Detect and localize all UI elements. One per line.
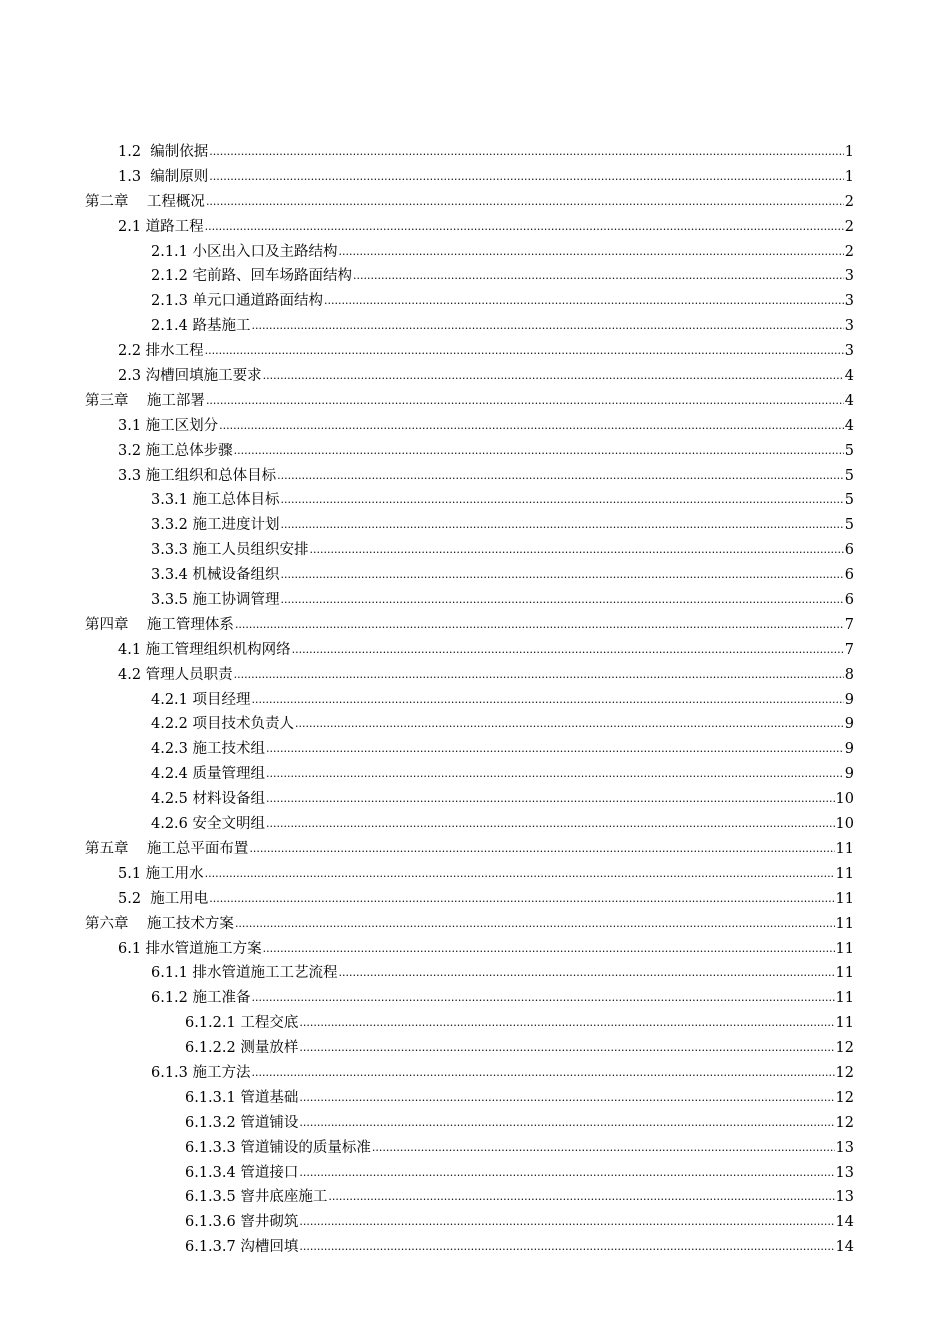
toc-entry[interactable] bbox=[0, 986, 950, 1011]
toc-entry-page-number: 3 bbox=[844, 268, 854, 285]
toc-dot-leader bbox=[324, 289, 844, 314]
toc-entry-page-number: 10 bbox=[835, 791, 854, 808]
toc-dot-leader bbox=[310, 538, 844, 563]
toc-entry-title: 第四章 施工管理体系 bbox=[85, 616, 234, 633]
toc-entry[interactable] bbox=[0, 1185, 950, 1210]
toc-entry-page-number: 7 bbox=[844, 641, 854, 658]
toc-dot-leader bbox=[281, 488, 844, 513]
toc-entry[interactable] bbox=[0, 1086, 950, 1111]
toc-entry-page-number: 8 bbox=[844, 666, 854, 683]
toc-dot-leader bbox=[277, 464, 844, 489]
toc-dot-leader bbox=[281, 588, 844, 613]
toc-entry-title: 6.1.2 施工准备 bbox=[151, 990, 251, 1007]
toc-entry-title: 6.1.2.2 测量放样 bbox=[185, 1040, 299, 1057]
toc-entry-page-number: 11 bbox=[835, 990, 854, 1007]
toc-entry-page-number: 2 bbox=[844, 218, 854, 235]
toc-entry-title: 4.2 管理人员职责 bbox=[118, 666, 233, 683]
toc-entry[interactable] bbox=[0, 264, 950, 289]
toc-entry-title: 5.2 施工用电 bbox=[118, 890, 209, 907]
toc-dot-leader bbox=[205, 215, 844, 240]
toc-entry[interactable] bbox=[0, 563, 950, 588]
toc-dot-leader bbox=[339, 961, 835, 986]
toc-entry[interactable] bbox=[0, 339, 950, 364]
toc-dot-leader bbox=[235, 912, 835, 937]
toc-entry-title: 4.2.5 材料设备组 bbox=[151, 791, 266, 808]
toc-entry-title: 6.1.3.1 管道基础 bbox=[185, 1089, 299, 1106]
toc-entry-title: 6.1.3.7 沟槽回填 bbox=[185, 1239, 299, 1256]
toc-entry[interactable] bbox=[0, 912, 950, 937]
toc-entry-title: 6.1.3.5 窨井底座施工 bbox=[185, 1189, 328, 1206]
toc-entry-page-number: 13 bbox=[835, 1164, 854, 1181]
toc-entry[interactable] bbox=[0, 712, 950, 737]
toc-entry-page-number: 11 bbox=[835, 890, 854, 907]
toc-entry[interactable] bbox=[0, 464, 950, 489]
toc-entry[interactable] bbox=[0, 961, 950, 986]
toc-dot-leader bbox=[266, 787, 835, 812]
toc-entry-page-number: 12 bbox=[835, 1040, 854, 1057]
toc-entry-title: 2.3 沟槽回填施工要求 bbox=[118, 368, 262, 385]
toc-entry-title: 4.2.3 施工技术组 bbox=[151, 741, 266, 758]
toc-dot-leader bbox=[234, 663, 844, 688]
toc-entry-page-number: 5 bbox=[844, 467, 854, 484]
toc-dot-leader bbox=[206, 389, 844, 414]
toc-dot-leader bbox=[281, 563, 844, 588]
toc-dot-leader bbox=[299, 1235, 834, 1260]
toc-entry-title: 3.2 施工总体步骤 bbox=[118, 442, 233, 459]
toc-entry[interactable] bbox=[0, 389, 950, 414]
toc-entry-page-number: 5 bbox=[844, 492, 854, 509]
toc-dot-leader bbox=[299, 1161, 834, 1186]
toc-entry-page-number: 6 bbox=[844, 567, 854, 584]
toc-dot-leader bbox=[266, 762, 844, 787]
toc-entry-page-number: 11 bbox=[835, 865, 854, 882]
toc-entry[interactable] bbox=[0, 837, 950, 862]
toc-dot-leader bbox=[252, 314, 844, 339]
toc-entry-title: 6.1.3.3 管道铺设的质量标准 bbox=[185, 1139, 371, 1156]
toc-entry[interactable] bbox=[0, 513, 950, 538]
toc-entry-page-number: 9 bbox=[844, 741, 854, 758]
toc-dot-leader bbox=[219, 414, 844, 439]
toc-entry-page-number: 6 bbox=[844, 542, 854, 559]
toc-entry-title: 5.1 施工用水 bbox=[118, 865, 204, 882]
toc-entry-title: 6.1.3.6 窨井砌筑 bbox=[185, 1214, 299, 1231]
toc-entry-title: 2.1.4 路基施工 bbox=[151, 318, 251, 335]
toc-entry-page-number: 14 bbox=[835, 1239, 854, 1256]
toc-dot-leader bbox=[235, 613, 844, 638]
toc-entry[interactable] bbox=[0, 1235, 950, 1260]
toc-entry-title: 3.3.5 施工协调管理 bbox=[151, 592, 280, 609]
toc-entry-title: 3.3.3 施工人员组织安排 bbox=[151, 542, 309, 559]
toc-entry[interactable] bbox=[0, 737, 950, 762]
toc-entry-title: 6.1.2.1 工程交底 bbox=[185, 1015, 299, 1032]
toc-entry-page-number: 9 bbox=[844, 691, 854, 708]
toc-entry[interactable] bbox=[0, 240, 950, 265]
toc-entry-title: 1.3 编制原则 bbox=[118, 168, 209, 185]
toc-entry-page-number: 12 bbox=[835, 1064, 854, 1081]
toc-entry-title: 2.2 排水工程 bbox=[118, 343, 204, 360]
toc-dot-leader bbox=[263, 937, 835, 962]
toc-dot-leader bbox=[299, 1210, 834, 1235]
toc-entry-title: 4.2.1 项目经理 bbox=[151, 691, 251, 708]
toc-entry-title: 4.2.6 安全文明组 bbox=[151, 816, 266, 833]
toc-entry-title: 3.3.4 机械设备组织 bbox=[151, 567, 280, 584]
toc-entry-title: 6.1 排水管道施工方案 bbox=[118, 940, 262, 957]
toc-entry[interactable] bbox=[0, 613, 950, 638]
toc-entry[interactable] bbox=[0, 1210, 950, 1235]
toc-entry-page-number: 11 bbox=[835, 1015, 854, 1032]
toc-entry-title: 4.1 施工管理组织机构网络 bbox=[118, 641, 291, 658]
toc-entry-page-number: 11 bbox=[835, 965, 854, 982]
toc-entry-page-number: 11 bbox=[835, 915, 854, 932]
toc-entry-page-number: 1 bbox=[844, 144, 854, 160]
toc-entry-page-number: 9 bbox=[844, 716, 854, 733]
toc-entry[interactable] bbox=[0, 588, 950, 613]
toc-dot-leader bbox=[281, 513, 844, 538]
toc-entry[interactable] bbox=[0, 887, 950, 912]
toc-dot-leader bbox=[209, 140, 843, 165]
toc-entry-title: 2.1.3 单元口通道路面结构 bbox=[151, 293, 324, 310]
toc-entry-page-number: 3 bbox=[844, 293, 854, 310]
toc-entry-title: 3.3 施工组织和总体目标 bbox=[118, 467, 277, 484]
toc-entry[interactable] bbox=[0, 488, 950, 513]
toc-entry-page-number: 4 bbox=[844, 368, 854, 385]
toc-entry-page-number: 2 bbox=[844, 243, 854, 260]
toc-entry[interactable] bbox=[0, 937, 950, 962]
toc-entry-page-number: 4 bbox=[844, 392, 854, 409]
toc-entry[interactable] bbox=[0, 1161, 950, 1186]
toc-entry[interactable] bbox=[0, 190, 950, 215]
toc-entry-page-number: 7 bbox=[844, 616, 854, 633]
table-of-contents bbox=[0, 140, 950, 1260]
toc-entry-page-number: 1 bbox=[844, 168, 854, 185]
toc-entry[interactable] bbox=[0, 1011, 950, 1036]
toc-dot-leader bbox=[299, 1086, 834, 1111]
toc-entry-page-number: 2 bbox=[844, 193, 854, 210]
toc-dot-leader bbox=[295, 712, 844, 737]
toc-entry-page-number: 14 bbox=[835, 1214, 854, 1231]
toc-dot-leader bbox=[234, 439, 844, 464]
toc-dot-leader bbox=[263, 364, 844, 389]
toc-entry-title: 4.2.4 质量管理组 bbox=[151, 766, 266, 783]
toc-dot-leader bbox=[209, 165, 843, 190]
toc-entry[interactable] bbox=[0, 812, 950, 837]
toc-entry-page-number: 10 bbox=[835, 816, 854, 833]
toc-entry-title: 3.3.1 施工总体目标 bbox=[151, 492, 280, 509]
toc-entry-page-number: 9 bbox=[844, 766, 854, 783]
toc-dot-leader bbox=[206, 190, 844, 215]
toc-entry-title: 3.3.2 施工进度计划 bbox=[151, 517, 280, 534]
toc-dot-leader bbox=[205, 862, 835, 887]
toc-entry-title: 6.1.3 施工方法 bbox=[151, 1064, 251, 1081]
toc-entry-title: 6.1.1 排水管道施工工艺流程 bbox=[151, 965, 338, 982]
toc-entry-title: 第六章 施工技术方案 bbox=[85, 915, 234, 932]
toc-entry[interactable] bbox=[0, 1036, 950, 1061]
toc-entry-title: 6.1.3.4 管道接口 bbox=[185, 1164, 299, 1181]
toc-entry-page-number: 5 bbox=[844, 517, 854, 534]
toc-dot-leader bbox=[266, 737, 844, 762]
toc-entry[interactable] bbox=[0, 638, 950, 663]
toc-entry-page-number: 11 bbox=[835, 840, 854, 857]
toc-dot-leader bbox=[299, 1036, 834, 1061]
toc-entry[interactable] bbox=[0, 414, 950, 439]
toc-dot-leader bbox=[299, 1011, 834, 1036]
toc-dot-leader bbox=[339, 240, 844, 265]
toc-entry[interactable] bbox=[0, 140, 950, 165]
toc-entry[interactable] bbox=[0, 1111, 950, 1136]
toc-dot-leader bbox=[249, 837, 834, 862]
toc-entry-title: 2.1.1 小区出入口及主路结构 bbox=[151, 243, 338, 260]
toc-entry[interactable] bbox=[0, 215, 950, 240]
toc-entry-title: 2.1 道路工程 bbox=[118, 218, 204, 235]
toc-entry-page-number: 13 bbox=[835, 1189, 854, 1206]
toc-entry-page-number: 12 bbox=[835, 1114, 854, 1131]
toc-entry[interactable] bbox=[0, 1061, 950, 1086]
toc-dot-leader bbox=[372, 1136, 835, 1161]
toc-entry-page-number: 5 bbox=[844, 442, 854, 459]
toc-entry[interactable] bbox=[0, 762, 950, 787]
toc-entry-page-number: 3 bbox=[844, 318, 854, 335]
toc-entry[interactable] bbox=[0, 364, 950, 389]
toc-entry[interactable] bbox=[0, 314, 950, 339]
toc-dot-leader bbox=[292, 638, 844, 663]
toc-entry-title: 1.2 编制依据 bbox=[118, 144, 209, 160]
toc-dot-leader bbox=[252, 1061, 835, 1086]
toc-entry-page-number: 3 bbox=[844, 343, 854, 360]
toc-dot-leader bbox=[252, 986, 835, 1011]
toc-entry-title: 3.1 施工区划分 bbox=[118, 417, 219, 434]
toc-entry-title: 第三章 施工部署 bbox=[85, 392, 205, 409]
toc-entry-page-number: 13 bbox=[835, 1139, 854, 1156]
toc-entry-page-number: 6 bbox=[844, 592, 854, 609]
toc-entry-title: 第二章 工程概况 bbox=[85, 193, 205, 210]
toc-entry[interactable] bbox=[0, 1136, 950, 1161]
toc-dot-leader bbox=[266, 812, 835, 837]
toc-dot-leader bbox=[328, 1185, 834, 1210]
toc-entry-page-number: 4 bbox=[844, 417, 854, 434]
toc-entry-page-number: 11 bbox=[835, 940, 854, 957]
toc-entry-title: 4.2.2 项目技术负责人 bbox=[151, 716, 295, 733]
toc-entry[interactable] bbox=[0, 688, 950, 713]
toc-dot-leader bbox=[353, 264, 844, 289]
toc-dot-leader bbox=[205, 339, 844, 364]
toc-entry-title: 6.1.3.2 管道铺设 bbox=[185, 1114, 299, 1131]
toc-entry[interactable] bbox=[0, 165, 950, 190]
toc-entry[interactable] bbox=[0, 538, 950, 563]
toc-entry-page-number: 12 bbox=[835, 1089, 854, 1106]
toc-entry-title: 2.1.2 宅前路、回车场路面结构 bbox=[151, 268, 353, 285]
toc-entry[interactable] bbox=[0, 439, 950, 464]
toc-entry[interactable] bbox=[0, 787, 950, 812]
toc-entry[interactable] bbox=[0, 289, 950, 314]
toc-dot-leader bbox=[209, 887, 834, 912]
toc-entry[interactable] bbox=[0, 862, 950, 887]
toc-entry-title: 第五章 施工总平面布置 bbox=[85, 840, 249, 857]
toc-dot-leader bbox=[252, 688, 844, 713]
toc-dot-leader bbox=[299, 1111, 834, 1136]
toc-entry[interactable] bbox=[0, 663, 950, 688]
